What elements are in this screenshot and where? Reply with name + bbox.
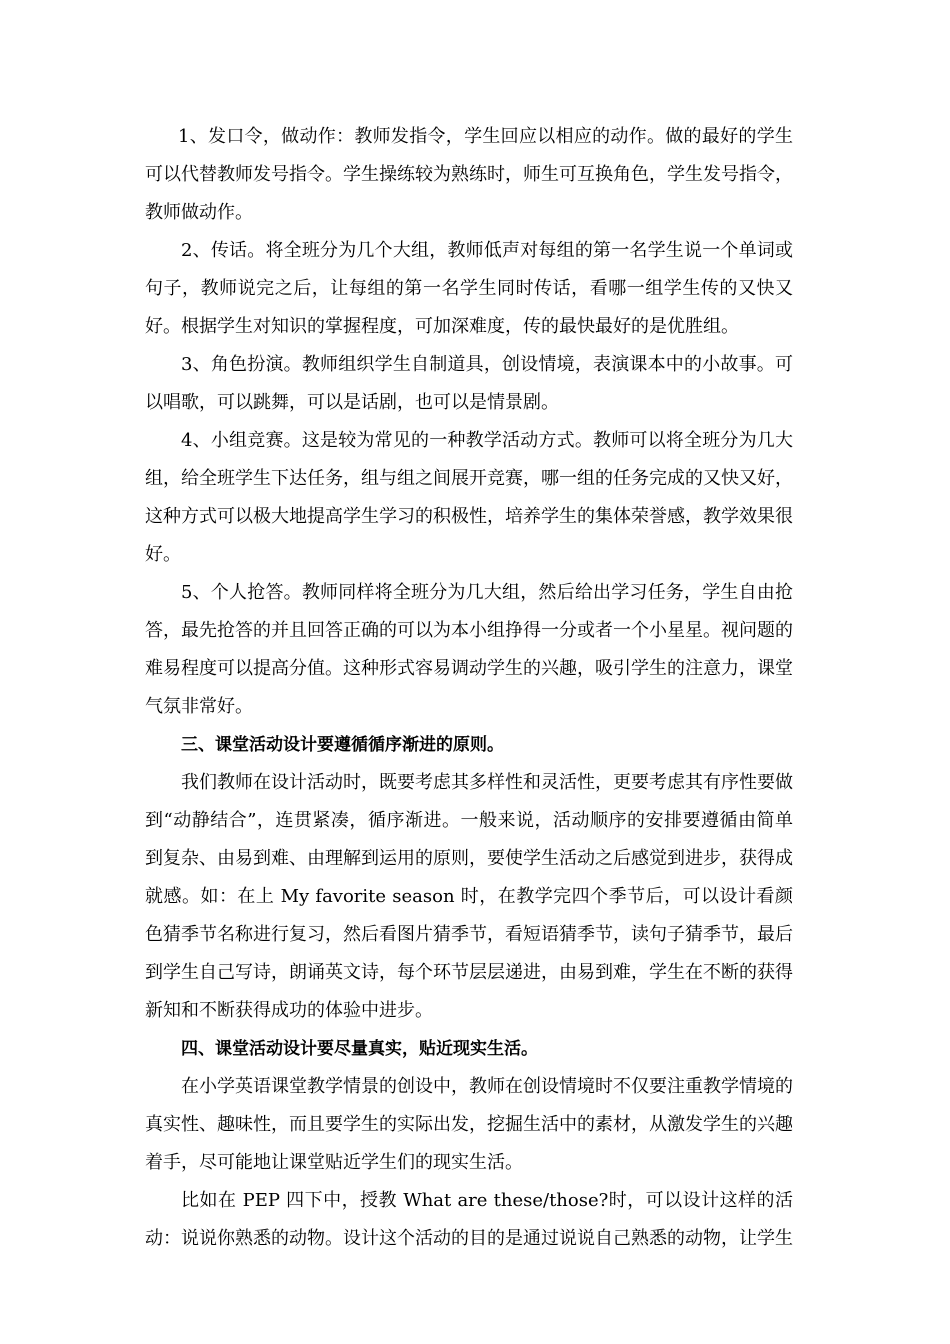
paragraph-pass-message: 2、传话。将全班分为几个大组，教师低声对每组的第一名学生说一个单词或句子，教师说完之后，让每组的第一名学生同时传话，看哪一组学生传的又快又好。根据学生对知识的掌握程度，可加深难度，传的最快最好的是优胜组。 [145, 240, 793, 337]
section-heading-four: 四、课堂活动设计要尽量真实，贴近现实生活。 [181, 1039, 538, 1059]
paragraph-real-life: 在小学英语课堂教学情景的创设中，教师在创设情境时不仅要注重教学情境的真实性、趣味性，而且要学生的实际出发，挖掘生活中的素材，从激发学生的兴趣着手，尽可能地让课堂贴近学生们的现实生活。 [145, 1076, 793, 1173]
paragraph-role-play: 3、角色扮演。教师组织学生自制道具，创设情境，表演课本中的小故事。可以唱歌，可以跳舞，可以是话剧，也可以是情景剧。 [145, 354, 793, 413]
paragraph-command-action: 1、发口令，做动作：教师发指令，学生回应以相应的动作。做的最好的学生可以代替教师发号指令。学生操练较为熟练时，师生可互换角色，学生发号指令，教师做动作。 [145, 126, 793, 223]
paragraph-gradual-principle: 我们教师在设计活动时，既要考虑其多样性和灵活性，更要考虑其有序性要做到“动静结合”，连贯紧凑，循序渐进。一般来说，活动顺序的安排要遵循由简单到复杂、由易到难、由理解到运用的原则，要使学生活动之后感觉到进步，获得成就感。如：在上 My favorite season 时，在教学完四个季节后，可以设计看颜色猜季节名称进行复习，然后看图片猜季节，看短语猜季节，读句子猜季节，最后到学生自己写诗，朗诵英文诗，每个环节层层递进，由易到难，学生在不断的获得新知和不断获得成功的体验中进步。 [145, 772, 793, 1021]
document-page [145, 118, 793, 1258]
section-heading-three: 三、课堂活动设计要遵循循序渐进的原则。 [181, 735, 504, 755]
paragraph-group-competition: 4、小组竞赛。这是较为常见的一种教学活动方式。教师可以将全班分为几大组，给全班学生下达任务，组与组之间展开竞赛，哪一组的任务完成的又快又好，这种方式可以极大地提高学生学习的积极性，培养学生的集体荣誉感，教学效果很好。 [145, 430, 793, 565]
paragraph-individual-quiz: 5、个人抢答。教师同样将全班分为几大组，然后给出学习任务，学生自由抢答，最先抢答的并且回答正确的可以为本小组挣得一分或者一个小星星。视问题的难易程度可以提高分值。这种形式容易调动学生的兴趣，吸引学生的注意力，课堂气氛非常好。 [145, 582, 793, 717]
paragraph-example-pep: 比如在 PEP 四下中，授教 What are these/those?时，可以设计这样的活动：说说你熟悉的动物。设计这个活动的目的是通过说说自己熟悉的动物，让学生 [145, 1190, 793, 1249]
